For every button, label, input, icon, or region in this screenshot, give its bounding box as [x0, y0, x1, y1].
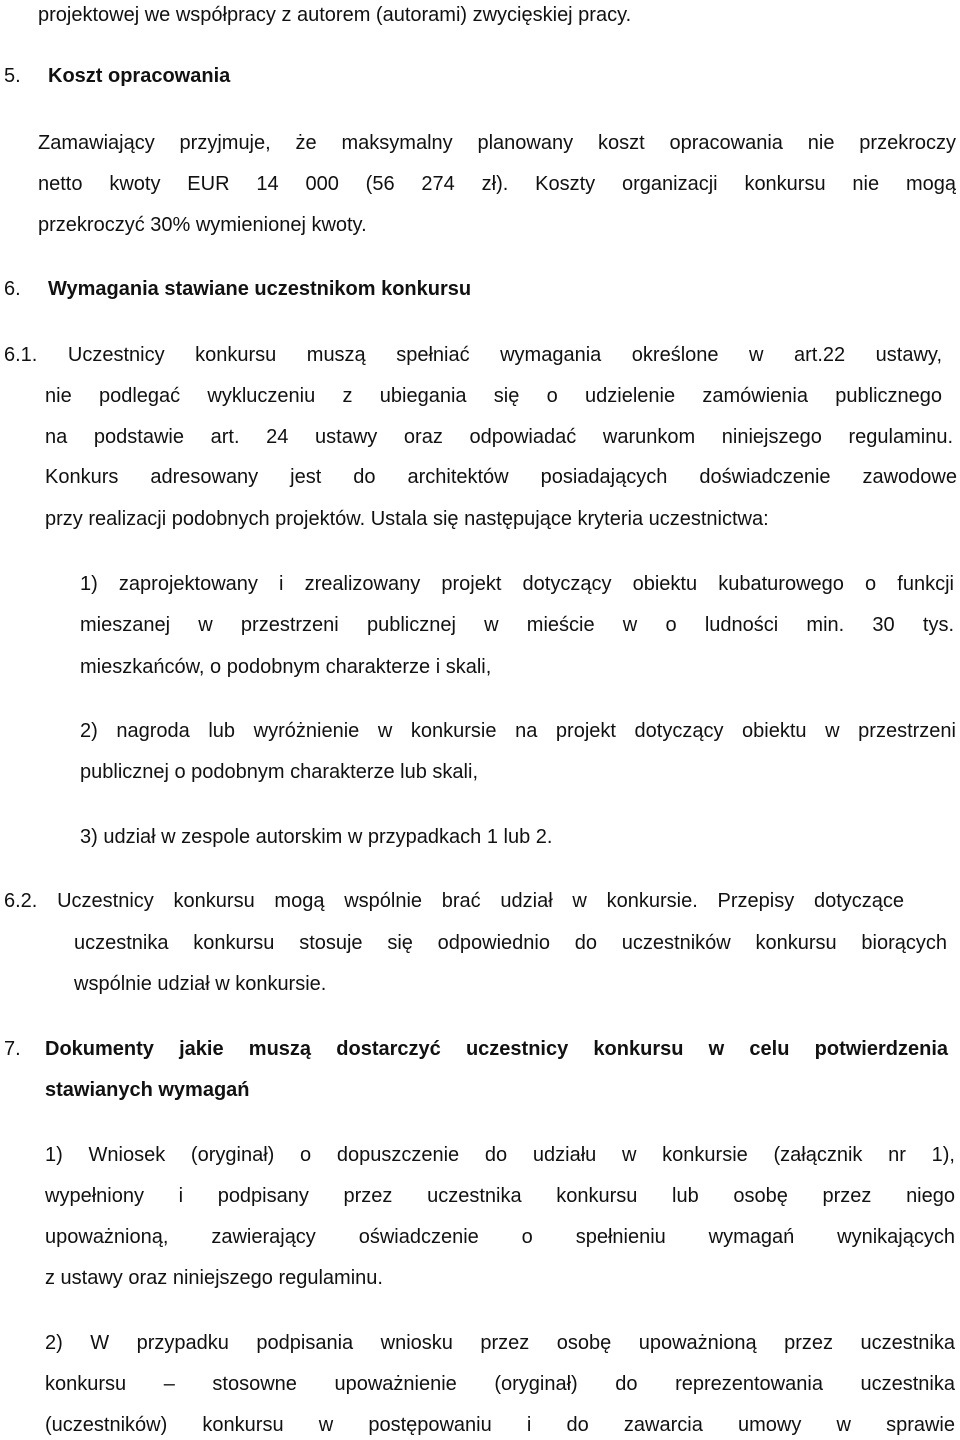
text-line: projektowej we współpracy z autorem (autorami) zwycięskiej pracy. [38, 4, 632, 26]
section-7-heading: stawianych wymagań [45, 1079, 250, 1101]
text-line: wypełniony i podpisany przez uczestnika konkursu lub osobę przez niego [45, 1185, 955, 1207]
text-line: z ustawy oraz niniejszego regulaminu. [45, 1267, 383, 1289]
section-7-heading: Dokumenty jakie muszą dostarczyć uczestnicy konkursu w celu potwierdzenia [45, 1038, 948, 1060]
text-line: nie podlegać wykluczeniu z ubiegania się o udzielenie zamówienia publicznego [45, 385, 942, 407]
text-line: 2) W przypadku podpisania wniosku przez osobę upoważnioną przez uczestnika [45, 1332, 955, 1354]
text-line: przekroczyć 30% wymienionej kwoty. [38, 214, 367, 236]
text-line: Konkurs adresowany jest do architektów posiadających doświadczenie zawodowe [45, 466, 957, 488]
section-6-heading: Wymagania stawiane uczestnikom konkursu [48, 278, 472, 300]
text-line: mieszanej w przestrzeni publicznej w mieście w o ludności min. 30 tys. [80, 614, 954, 636]
text-line: wspólnie udział w konkursie. [74, 973, 327, 995]
text-line: upoważnioną, zawierający oświadczenie o spełnieniu wymagań wynikających [45, 1226, 955, 1248]
section-5-heading: Koszt opracowania [48, 65, 231, 87]
text-line: mieszkańców, o podobnym charakterze i skali, [80, 656, 492, 678]
text-line: 6.1. Uczestnicy konkursu muszą spełniać wymagania określone w art.22 ustawy, [4, 344, 942, 366]
text-line: Zamawiający przyjmuje, że maksymalny planowany koszt opracowania nie przekroczy [38, 132, 956, 154]
text-line: konkursu – stosowne upoważnienie (oryginał) do reprezentowania uczestnika [45, 1373, 955, 1395]
text-line: publicznej o podobnym charakterze lub skali, [80, 761, 478, 783]
text-line: uczestnika konkursu stosuje się odpowiednio do uczestników konkursu biorących [74, 932, 947, 954]
section-7-number: 7. [4, 1038, 21, 1060]
text-line: 1) Wniosek (oryginał) o dopuszczenie do udziału w konkursie (załącznik nr 1), [45, 1144, 955, 1166]
text-line: 6.2. Uczestnicy konkursu mogą wspólnie brać udział w konkursie. Przepisy dotyczące [4, 890, 904, 912]
text-line: (uczestników) konkursu w postępowaniu i do zawarcia umowy w sprawie [45, 1414, 955, 1436]
text-line: przy realizacji podobnych projektów. Ustala się następujące kryteria uczestnictwa: [45, 508, 769, 530]
text-line: 1) zaprojektowany i zrealizowany projekt dotyczący obiektu kubaturowego o funkcji [80, 573, 954, 595]
text-line: na podstawie art. 24 ustawy oraz odpowiadać warunkom niniejszego regulaminu. [45, 426, 953, 448]
text-line: netto kwoty EUR 14 000 (56 274 zł). Koszty organizacji konkursu nie mogą [38, 173, 956, 195]
text-line: 3) udział w zespole autorskim w przypadkach 1 lub 2. [80, 826, 553, 848]
section-5-number: 5. [4, 65, 21, 87]
text-line: 2) nagroda lub wyróżnienie w konkursie na projekt dotyczący obiektu w przestrzeni [80, 720, 956, 742]
section-6-number: 6. [4, 278, 21, 300]
